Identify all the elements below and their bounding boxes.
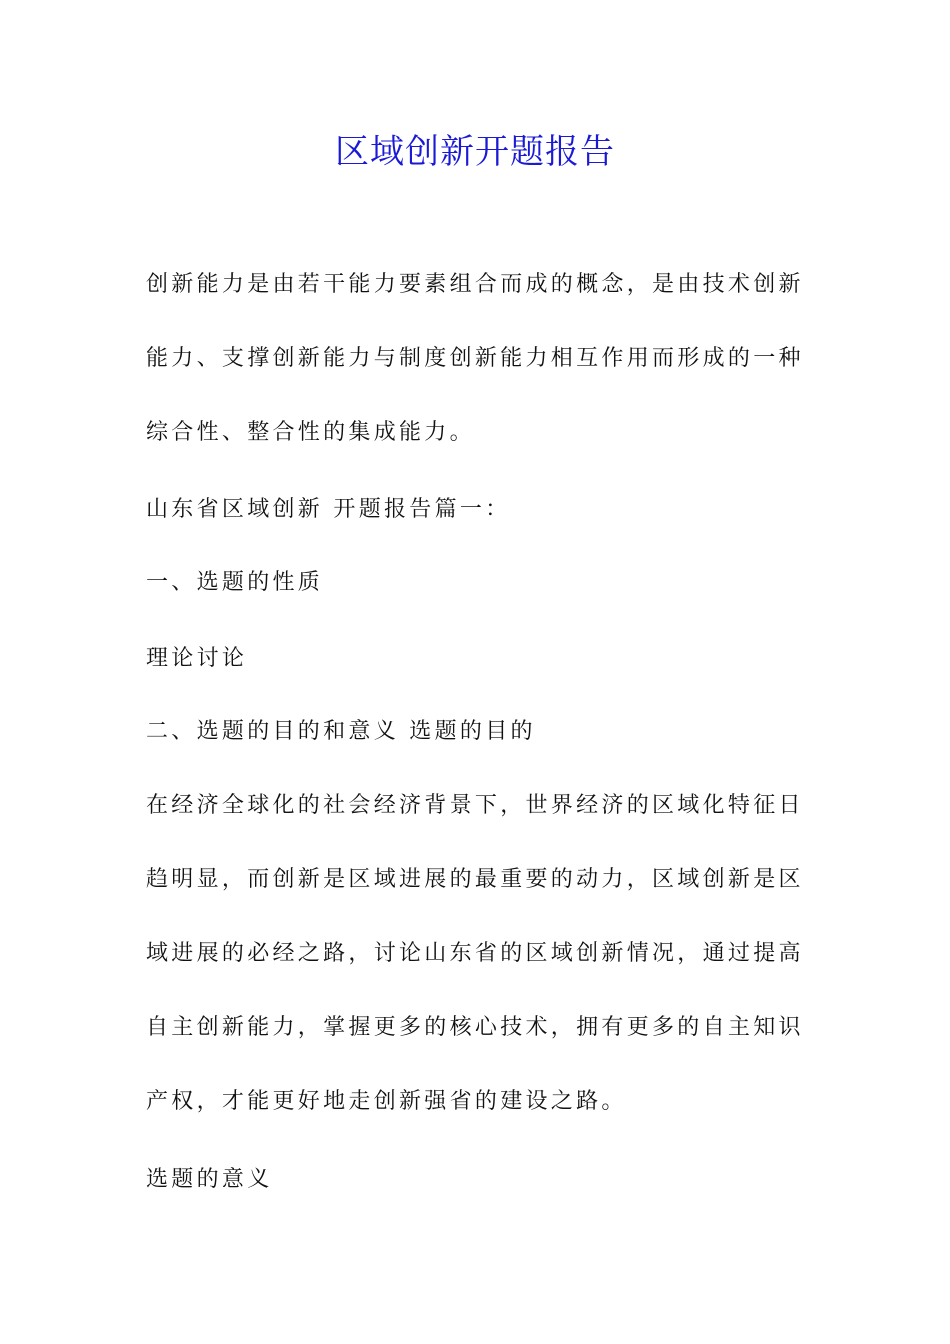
paragraph-text: 在经济全球化的社会经济背景下，世界经济的区域化特征日趋明显，而创新是区域进展的最重要的动力，区域创新是区域进展的必经之路，讨论山东省的区域创新情况，通过提高自主创新能力，掌握更多的核心技术，拥有更多的自主知识产权，才能更好地走创新强省的建设之路。 (146, 793, 804, 1114)
paragraph-theory: 理论讨论 (146, 646, 248, 671)
document-title: 区域创新开题报告 (335, 132, 615, 172)
section-heading-significance: 选题的意义 (146, 1167, 273, 1192)
paragraph-intro (146, 248, 806, 470)
paragraph-text: 创新能力是由若干能力要素组合而成的概念，是由技术创新能力、支撑创新能力与制度创新能力相互作用而形成的一种综合性、整合性的集成能力。 (146, 272, 804, 445)
paragraph-purpose (146, 769, 806, 1139)
section-heading-purpose: 二、选题的目的和意义 选题的目的 (146, 719, 536, 744)
section-heading-nature: 一、选题的性质 (146, 570, 324, 595)
section-heading-shandong: 山东省区域创新 开题报告篇一： (146, 497, 511, 522)
